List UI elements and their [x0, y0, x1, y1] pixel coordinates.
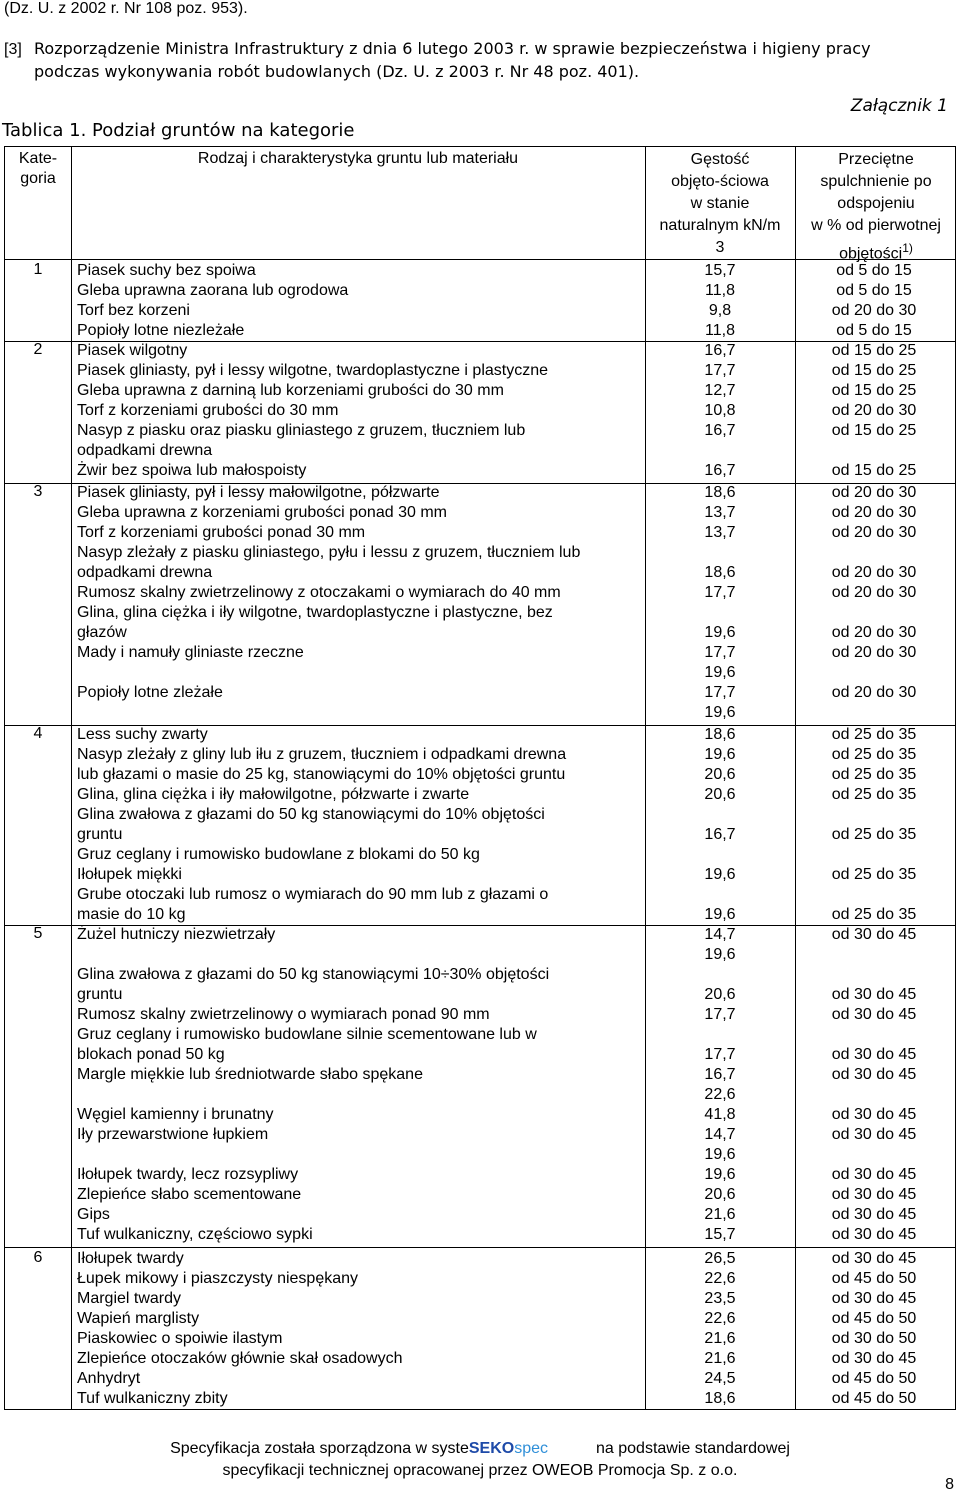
row-loosening: od 15 do 25: [831, 422, 917, 439]
row-density: 21,6: [704, 1330, 736, 1347]
row-loosening: od 30 do 45: [831, 1206, 917, 1223]
row-loosening: od 25 do 35: [831, 766, 917, 783]
row-loosening: od 20 do 30: [831, 402, 917, 419]
row-density: 17,7: [704, 584, 736, 601]
row-density: 15,7: [704, 1226, 736, 1243]
row-description: Gleba uprawna z korzeniami grubości ponad 30 mm: [77, 504, 447, 521]
row-description: Piaskowiec o spoiwie ilastym: [77, 1330, 283, 1347]
category-number: 5: [33, 925, 43, 942]
footer-line1: Specyfikacja została sporządzona w systeSEKOspec na podstawie standardowej: [170, 1440, 790, 1457]
row-density: 14,7 19,6: [704, 926, 736, 963]
row-density: 17,7 19,6: [704, 644, 736, 681]
row-density: 19,6: [704, 866, 736, 883]
row-density: 23,5: [704, 1290, 736, 1307]
row-loosening: od 30 do 45: [831, 1226, 917, 1243]
row-loosening: od 20 do 30: [831, 504, 917, 521]
row-description: Less suchy zwarty: [77, 726, 208, 743]
row-description: Tuf wulkaniczny zbity: [77, 1390, 228, 1407]
reference-text-line1: Rozporządzenie Ministra Infrastruktury z dnia 6 lutego 2003 r. w sprawie bezpieczeństwa i higieny pracy: [34, 39, 871, 58]
row-loosening: od 45 do 50: [831, 1270, 917, 1287]
row-density: 9,8: [708, 302, 732, 319]
row-description: Popioły lotne niezleżałe: [77, 322, 245, 339]
row-description: Margiel twardy: [77, 1290, 182, 1307]
row-loosening: od 45 do 50: [831, 1390, 917, 1407]
row-density: 21,6: [704, 1206, 736, 1223]
reference-text-line2: podczas wykonywania robót budowlanych (Dz. U. z 2003 r. Nr 48 poz. 401).: [34, 62, 640, 81]
row-description: Rumosz skalny zwietrzelinowy o wymiarach ponad 90 mm: [77, 1006, 490, 1023]
row-density: 16,7: [704, 826, 736, 843]
row-description: Zlepieńce słabo scementowane: [77, 1186, 302, 1203]
row-loosening: od 30 do 45: [831, 1126, 917, 1143]
brand-seko: SEKO: [468, 1440, 515, 1457]
row-loosening: od 30 do 45: [831, 1006, 917, 1023]
header-density: Gęstość objęto-ściowa w stanie naturalnym kN/m 3: [659, 151, 781, 256]
table-title: Tablica 1. Podział gruntów na kategorie: [2, 120, 355, 141]
row-description: Węgiel kamienny i brunatny: [77, 1106, 274, 1123]
row-density: 16,7: [704, 462, 736, 479]
row-density: 20,6: [704, 766, 736, 783]
row-loosening: od 45 do 50: [831, 1370, 917, 1387]
row-description: Nasyp zleżały z piasku gliniastego, pyłu i lessu z gruzem, tłuczniem lub odpadkami drewna: [77, 544, 581, 581]
row-loosening: od 30 do 50: [831, 1330, 917, 1347]
row-density: 11,8: [705, 282, 735, 299]
row-description: Anhydryt: [77, 1370, 141, 1387]
row-loosening: od 25 do 35: [831, 746, 917, 763]
row-description: Piasek gliniasty, pył i lessy małowilgotne, półzwarte: [77, 484, 440, 501]
header-loosening: Przeciętne spulchnienie po odspojeniu w % od pierwotnej objętości$^{1)}$: [811, 151, 941, 263]
page-number: 8: [945, 1476, 954, 1493]
footer-line2: specyfikacji technicznej opracowanej przez OWEOB Promocja Sp. z o.o.: [222, 1462, 738, 1479]
row-description: Wapień marglisty: [77, 1310, 200, 1327]
row-loosening: od 30 do 45: [831, 1186, 917, 1203]
row-density: 13,7: [704, 524, 736, 541]
row-density: 14,7 19,6: [704, 1126, 736, 1163]
row-density: 19,6: [704, 1166, 736, 1183]
row-loosening: od 25 do 35: [831, 826, 917, 843]
row-description: Piasek wilgotny: [77, 342, 188, 359]
row-loosening: od 30 do 45: [831, 1106, 917, 1123]
row-loosening: od 25 do 35: [831, 726, 917, 743]
row-loosening: od 15 do 25: [831, 342, 917, 359]
row-density: 21,6: [704, 1350, 736, 1367]
row-description: Iłołupek twardy, lecz rozsypliwy: [77, 1166, 299, 1183]
row-description: Żużel hutniczy niezwietrzały: [77, 926, 276, 943]
row-loosening: od 30 do 45: [831, 1250, 917, 1267]
row-loosening: od 20 do 30: [831, 302, 917, 319]
row-density: 18,6: [704, 564, 736, 581]
row-description: Torf z korzeniami grubości ponad 30 mm: [77, 524, 366, 541]
row-density: 20,6: [704, 786, 736, 803]
row-description: Zlepieńce otoczaków głównie skał osadowych: [77, 1350, 403, 1367]
category-divider: [5, 1247, 955, 1248]
attachment-label: Załącznik 1: [850, 96, 948, 116]
row-description: Gruz ceglany i rumowisko budowlane silnie scementowane lub w blokach ponad 50 kg: [77, 1026, 537, 1063]
row-density: 17,7 19,6: [704, 684, 736, 721]
category-number: 1: [33, 261, 43, 278]
row-density: 41,8: [704, 1106, 736, 1123]
header-category: Kate- goria: [18, 150, 58, 187]
row-description: Glina, glina ciężka i iły małowilgotne, półzwarte i zwarte: [77, 786, 470, 803]
row-description: Żwir bez spoiwa lub małospoisty: [77, 462, 307, 479]
row-loosening: od 20 do 30: [831, 564, 917, 581]
row-description: Rumosz skalny zwietrzelinowy z otoczakami o wymiarach do 40 mm: [77, 584, 561, 601]
row-density: 16,7 22,6: [704, 1066, 736, 1103]
row-loosening: od 20 do 30: [831, 684, 917, 701]
row-loosening: od 30 do 45: [831, 926, 917, 943]
row-density: 19,6: [704, 746, 736, 763]
header-description: Rodzaj i charakterystyka gruntu lub materiału: [197, 150, 519, 167]
row-description: lub głazami o masie do 25 kg, stanowiącymi do 10% objętości gruntu: [77, 766, 566, 783]
row-description: Gips: [77, 1206, 110, 1223]
row-description: Iłołupek twardy: [77, 1250, 184, 1267]
row-description: Piasek gliniasty, pył i lessy wilgotne, twardoplastyczne i plastyczne: [77, 362, 549, 379]
row-description: Nasyp z piasku oraz piasku gliniastego z gruzem, tłuczniem lub odpadkami drewna: [77, 422, 526, 459]
row-density: 17,7: [704, 1006, 736, 1023]
row-density: 20,6: [704, 1186, 736, 1203]
row-description: Mady i namuły gliniaste rzeczne: [77, 644, 304, 661]
row-loosening: od 30 do 45: [831, 1350, 917, 1367]
row-description: Glina, glina ciężka i iły wilgotne, twardoplastyczne i plastyczne, bez głazów: [77, 604, 553, 641]
brand-spec: spec: [514, 1440, 549, 1457]
row-loosening: od 25 do 35: [831, 906, 917, 923]
row-loosening: od 5 do 15: [836, 322, 912, 339]
row-density: 16,7: [704, 422, 736, 439]
row-density: 22,6: [704, 1270, 736, 1287]
row-density: 22,6: [704, 1310, 736, 1327]
row-description: Glina zwałowa z głazami do 50 kg stanowiącymi do 10% objętości gruntu: [77, 806, 545, 843]
soil-category-table: [4, 146, 956, 1410]
row-density: 18,6: [704, 726, 736, 743]
category-number: 2: [33, 341, 43, 358]
row-density: 17,7: [704, 362, 736, 379]
row-description: Iły przewarstwione łupkiem: [77, 1126, 269, 1143]
row-loosening: od 45 do 50: [831, 1310, 917, 1327]
row-loosening: od 15 do 25: [831, 382, 917, 399]
row-loosening: od 25 do 35: [831, 786, 917, 803]
category-number: 4: [33, 725, 43, 742]
row-description: Łupek mikowy i piaszczysty niespękany: [77, 1270, 359, 1287]
row-loosening: od 15 do 25: [831, 362, 917, 379]
row-loosening: od 15 do 25: [831, 462, 917, 479]
row-description: Gruz ceglany i rumowisko budowlane z blokami do 50 kg Iłołupek miękki: [77, 846, 480, 883]
row-loosening: od 30 do 45: [831, 1166, 917, 1183]
top-reference-line: (Dz. U. z 2002 r. Nr 108 poz. 953).: [4, 0, 248, 17]
row-density: 15,7: [704, 262, 736, 279]
category-number: 6: [33, 1249, 43, 1266]
row-description: Gleba uprawna z darniną lub korzeniami grubości do 30 mm: [77, 382, 504, 399]
row-loosening: od 5 do 15: [836, 282, 912, 299]
row-description: Glina zwałowa z głazami do 50 kg stanowiącymi 10÷30% objętości gruntu: [77, 966, 550, 1003]
row-density: 20,6: [704, 986, 736, 1003]
row-loosening: od 30 do 45: [831, 1066, 917, 1083]
row-description: Torf z korzeniami grubości do 30 mm: [77, 402, 339, 419]
row-loosening: od 30 do 45: [831, 1290, 917, 1307]
row-density: 19,6: [704, 906, 736, 923]
row-density: 12,7: [704, 382, 736, 399]
row-loosening: od 30 do 45: [831, 986, 917, 1003]
category-number: 3: [33, 483, 43, 500]
row-loosening: od 20 do 30: [831, 624, 917, 641]
row-density: 26,5: [704, 1250, 736, 1267]
row-loosening: od 20 do 30: [831, 584, 917, 601]
row-loosening: od 30 do 45: [831, 1046, 917, 1063]
row-density: 19,6: [704, 624, 736, 641]
reference-label: [3]: [4, 41, 22, 58]
row-loosening: od 20 do 30: [831, 524, 917, 541]
row-description: Nasyp zleżały z gliny lub iłu z gruzem, tłuczniem i odpadkami drewna: [77, 746, 567, 763]
row-loosening: od 20 do 30: [831, 644, 917, 661]
row-description: Popioły lotne zleżałe: [77, 684, 223, 701]
row-density: 17,7: [704, 1046, 736, 1063]
row-density: 13,7: [704, 504, 736, 521]
row-density: 10,8: [704, 402, 736, 419]
row-loosening: od 25 do 35: [831, 866, 917, 883]
row-description: Tuf wulkaniczny, częściowo sypki: [77, 1226, 313, 1243]
row-loosening: od 5 do 15: [836, 262, 912, 279]
reference-3: [4, 38, 950, 83]
row-density: 24,5: [704, 1370, 736, 1387]
column-divider: [71, 147, 72, 1409]
row-loosening: od 20 do 30: [831, 484, 917, 501]
row-description: Grube otoczaki lub rumosz o wymiarach do 90 mm lub z głazami o masie do 10 kg: [77, 886, 549, 923]
row-density: 18,6: [704, 484, 736, 501]
row-description: Torf bez korzeni: [77, 302, 190, 319]
row-description: Margle miękkie lub średniotwarde słabo spękane: [77, 1066, 423, 1083]
row-description: Piasek suchy bez spoiwa: [77, 262, 256, 279]
row-description: Gleba uprawna zaorana lub ogrodowa: [77, 282, 349, 299]
row-density: 18,6: [704, 1390, 736, 1407]
row-density: 16,7: [704, 342, 736, 359]
row-density: 11,8: [705, 322, 735, 339]
